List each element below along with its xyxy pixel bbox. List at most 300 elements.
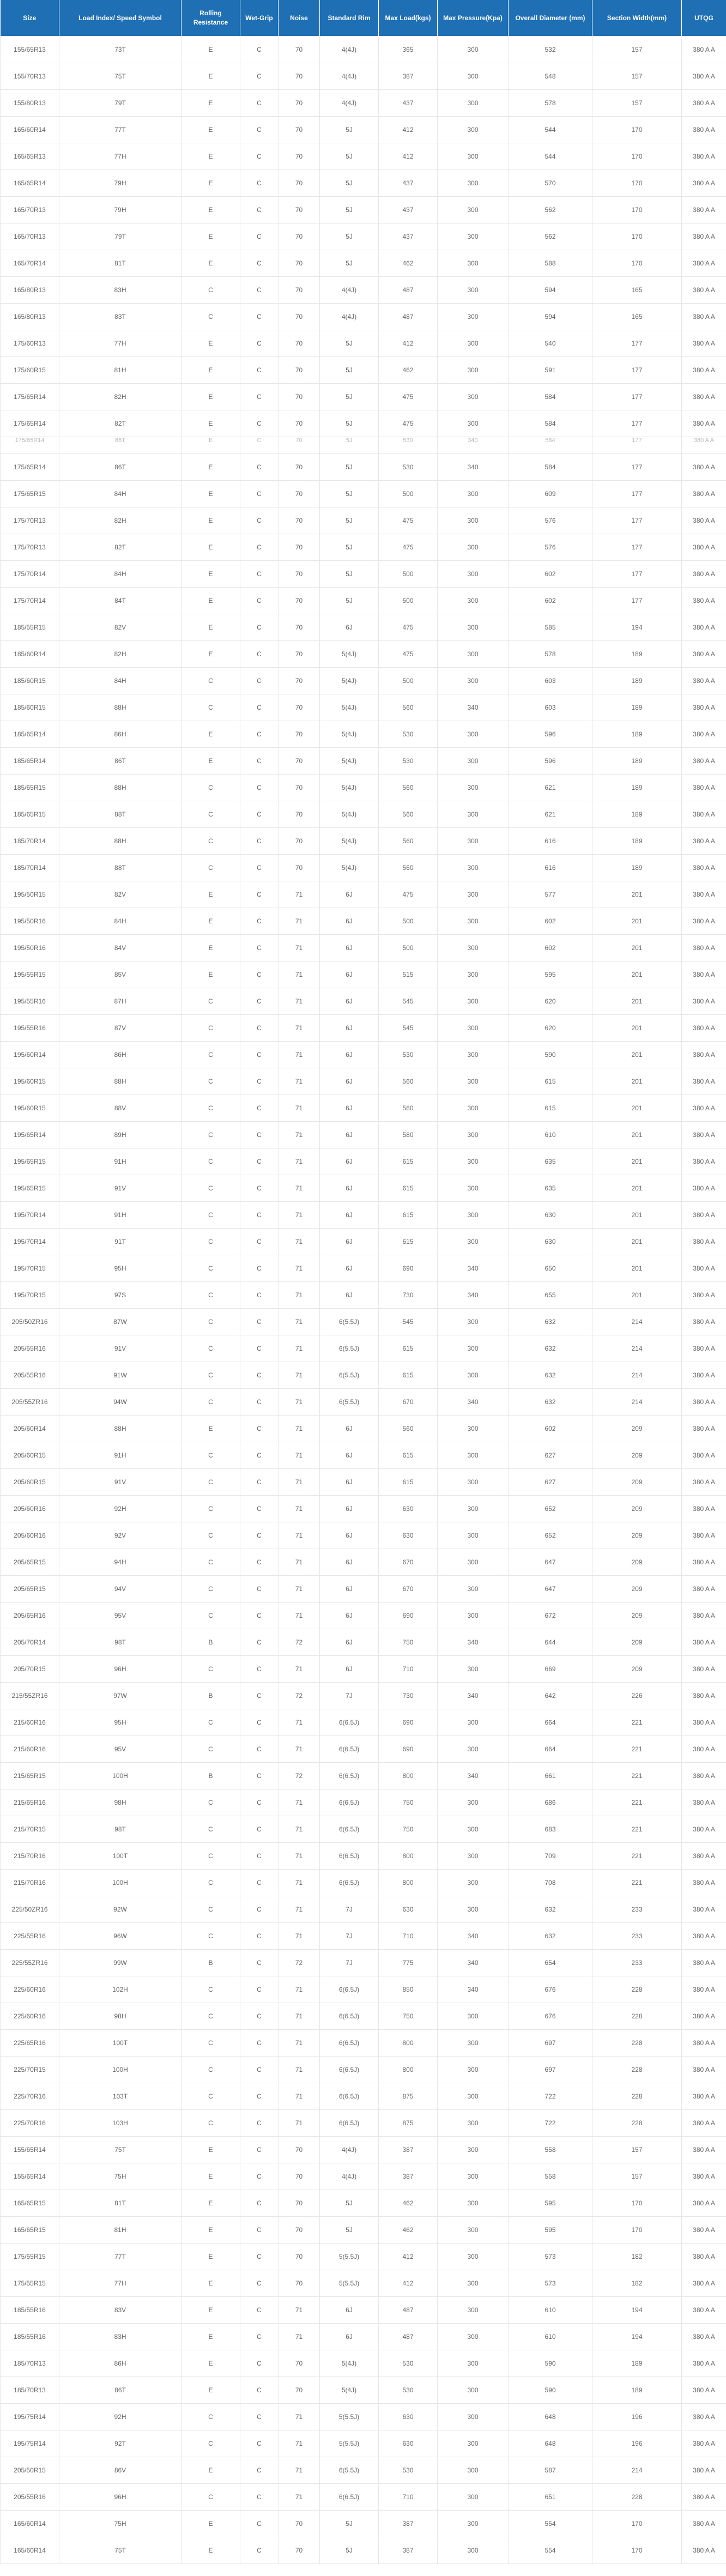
cell-size: 175/65R14 [1,410,59,437]
cell-rolling-resistance: C [182,988,240,1015]
cell-max-load: 800 [379,2030,438,2057]
cell-overall-diameter: 590 [509,1042,592,1068]
table-row [1,748,726,775]
cell-overall-diameter: 669 [509,1656,592,1683]
cell-wet-grip: C [240,1522,279,1549]
cell-noise: 70 [279,250,320,277]
cell-max-load: 630 [379,1496,438,1522]
cell-rolling-resistance: E [182,2324,240,2350]
cell-noise: 70 [279,561,320,588]
cell-utqg: 380 A A [682,2297,726,2324]
cell-wet-grip: C [240,1442,279,1469]
cell-load-speed: 100H [59,2057,182,2083]
cell-utqg: 380 A A [682,2244,726,2270]
cell-standard-rim: 6J [320,1015,379,1042]
cell-utqg: 380 A A [682,1816,726,1843]
cell-noise: 71 [279,1416,320,1442]
cell-overall-diameter: 635 [509,1175,592,1202]
cell-noise: 70 [279,117,320,143]
cell-utqg: 380 A A [682,881,726,908]
table-row [1,2404,726,2430]
table-row [1,2537,726,2564]
cell-wet-grip: C [240,614,279,641]
table-row [1,37,726,63]
cell-overall-diameter: 620 [509,988,592,1015]
cell-wet-grip: C [240,410,279,437]
col-header-noise: Noise [279,0,320,37]
cell-max-load: 560 [379,1095,438,1122]
cell-size: 195/55R15 [1,962,59,988]
cell-rolling-resistance: E [182,330,240,357]
cell-standard-rim: 5(4J) [320,2377,379,2404]
cell-noise: 71 [279,2324,320,2350]
cell-size: 155/65R14 [1,2137,59,2163]
cell-load-speed: 99W [59,1950,182,1976]
cell-max-pressure: 300 [438,668,509,694]
cell-wet-grip: C [240,2003,279,2030]
cell-utqg: 380 A A [682,1175,726,1202]
cell-standard-rim: 6J [320,1549,379,1576]
cell-wet-grip: C [240,828,279,855]
cell-size: 205/70R15 [1,1656,59,1683]
cell-section-width: 228 [592,2110,682,2137]
table-row [1,962,726,988]
table-row [1,721,726,748]
table-row [1,828,726,855]
cell-load-speed: 73T [59,37,182,63]
cell-max-load: 730 [379,1683,438,1709]
cell-size: 165/70R13 [1,197,59,223]
cell-size: 195/70R14 [1,1229,59,1255]
cell-wet-grip: C [240,1870,279,1896]
cell-wet-grip: C [240,1789,279,1816]
cell-noise: 71 [279,1656,320,1683]
cell-max-pressure: 300 [438,277,509,304]
cell-noise: 71 [279,1442,320,1469]
table-row [1,1148,726,1175]
cell-standard-rim: 5J [320,250,379,277]
cell-standard-rim: 6J [320,1255,379,1282]
cell-standard-rim: 6J [320,1416,379,1442]
cell-max-pressure: 300 [438,2297,509,2324]
cell-utqg: 380 A A [682,2537,726,2564]
cell-max-load: 560 [379,855,438,881]
cell-standard-rim: 6J [320,1229,379,1255]
cell-overall-diameter: 652 [509,1522,592,1549]
cell-overall-diameter: 647 [509,1576,592,1603]
cell-load-speed: 77T [59,117,182,143]
table-row [1,614,726,641]
cell-wet-grip: C [240,1148,279,1175]
cell-size: 185/70R14 [1,828,59,855]
cell-wet-grip: C [240,37,279,63]
cell-utqg: 380 A A [682,63,726,90]
cell-noise: 70 [279,694,320,721]
cell-size: 215/70R16 [1,1843,59,1870]
cell-max-pressure: 300 [438,1549,509,1576]
cell-utqg: 380 A A [682,2137,726,2163]
cell-wet-grip: C [240,2270,279,2297]
cell-utqg: 380 A A [682,304,726,330]
cell-noise: 70 [279,2244,320,2270]
cell-rolling-resistance: C [182,1816,240,1843]
cell-rolling-resistance: E [182,588,240,614]
cell-rolling-resistance: C [182,828,240,855]
cell-noise: 71 [279,1976,320,2003]
cell-wet-grip: C [240,1683,279,1709]
cell-utqg: 380 A A [682,1950,726,1976]
cell-wet-grip: C [240,1896,279,1923]
cell-max-pressure: 300 [438,588,509,614]
cell-load-speed: 96W [59,1923,182,1950]
cell-noise: 71 [279,2057,320,2083]
cell-section-width: 189 [592,641,682,668]
cell-noise: 70 [279,721,320,748]
cell-utqg: 380 A A [682,1976,726,2003]
cell-load-speed: 84H [59,561,182,588]
cell-max-load: 560 [379,1416,438,1442]
table-row [1,1068,726,1095]
cell-overall-diameter: 596 [509,721,592,748]
table-row [1,2083,726,2110]
cell-size: 195/75R14 [1,2404,59,2430]
cell-utqg: 380 A A [682,1896,726,1923]
cell-max-pressure: 300 [438,748,509,775]
cell-wet-grip: C [240,1603,279,1629]
table-row [1,1042,726,1068]
cell-load-speed: 86T [59,437,182,454]
cell-max-load: 545 [379,988,438,1015]
cell-rolling-resistance: E [182,2350,240,2377]
cell-standard-rim: 5(4J) [320,641,379,668]
cell-size: 225/65R16 [1,2030,59,2057]
cell-rolling-resistance: C [182,1229,240,1255]
cell-noise: 70 [279,2270,320,2297]
cell-rolling-resistance: C [182,694,240,721]
cell-standard-rim: 4(4J) [320,37,379,63]
cell-noise: 70 [279,357,320,384]
cell-section-width: 228 [592,2484,682,2511]
cell-load-speed: 92H [59,2404,182,2430]
cell-size: 205/55ZR16 [1,1389,59,1416]
table-row [1,1736,726,1763]
cell-size: 205/60R14 [1,1416,59,1442]
cell-utqg: 380 A A [682,2484,726,2511]
cell-max-pressure: 340 [438,454,509,481]
cell-overall-diameter: 664 [509,1709,592,1736]
cell-load-speed: 87H [59,988,182,1015]
cell-max-pressure: 300 [438,1068,509,1095]
cell-size: 205/55R16 [1,1335,59,1362]
cell-max-pressure: 300 [438,1095,509,1122]
cell-rolling-resistance: E [182,534,240,561]
cell-utqg: 380 A A [682,2030,726,2057]
table-row [1,2190,726,2217]
cell-section-width: 228 [592,2083,682,2110]
cell-load-speed: 81T [59,2190,182,2217]
cell-standard-rim: 5(4J) [320,748,379,775]
table-row [1,1549,726,1576]
cell-wet-grip: C [240,2377,279,2404]
cell-section-width: 177 [592,454,682,481]
cell-rolling-resistance: C [182,1442,240,1469]
cell-standard-rim: 6J [320,1603,379,1629]
cell-rolling-resistance: C [182,1549,240,1576]
cell-overall-diameter: 635 [509,1148,592,1175]
cell-wet-grip: C [240,90,279,117]
cell-load-speed: 84H [59,481,182,507]
cell-size: 175/65R14 [1,384,59,410]
cell-max-pressure: 300 [438,801,509,828]
cell-load-speed: 86V [59,2457,182,2484]
cell-section-width: 157 [592,2163,682,2190]
cell-overall-diameter: 584 [509,454,592,481]
cell-load-speed: 92V [59,1522,182,1549]
cell-overall-diameter: 621 [509,801,592,828]
cell-max-load: 630 [379,2404,438,2430]
cell-wet-grip: C [240,561,279,588]
cell-load-speed: 79T [59,223,182,250]
cell-max-load: 775 [379,1950,438,1976]
cell-max-load: 750 [379,1816,438,1843]
cell-wet-grip: C [240,2484,279,2511]
cell-overall-diameter: 595 [509,962,592,988]
cell-max-pressure: 300 [438,534,509,561]
cell-load-speed: 86T [59,454,182,481]
cell-standard-rim: 6(6.5J) [320,2083,379,2110]
cell-overall-diameter: 595 [509,2190,592,2217]
cell-rolling-resistance: C [182,1923,240,1950]
table-row [1,775,726,801]
cell-overall-diameter: 602 [509,908,592,935]
cell-noise: 71 [279,1389,320,1416]
cell-size: 215/60R16 [1,1736,59,1763]
cell-wet-grip: C [240,775,279,801]
cell-utqg: 380 A A [682,1709,726,1736]
table-row [1,801,726,828]
table-row [1,1950,726,1976]
cell-wet-grip: C [240,1015,279,1042]
cell-load-speed: 77H [59,143,182,170]
cell-standard-rim: 7J [320,1896,379,1923]
cell-size: 175/70R14 [1,561,59,588]
cell-size: 185/55R15 [1,614,59,641]
cell-max-pressure: 300 [438,2537,509,2564]
cell-size: 195/60R15 [1,1068,59,1095]
cell-rolling-resistance: C [182,2110,240,2137]
cell-noise: 71 [279,1870,320,1896]
col-header-max-pressure: Max Pressure(Kpa) [438,0,509,37]
cell-size: 195/60R14 [1,1042,59,1068]
cell-max-load: 387 [379,2511,438,2537]
cell-wet-grip: C [240,935,279,962]
cell-utqg: 380 A A [682,1442,726,1469]
table-row [1,454,726,481]
cell-wet-grip: C [240,481,279,507]
cell-noise: 71 [279,2484,320,2511]
cell-noise: 71 [279,881,320,908]
table-row [1,1282,726,1309]
cell-load-speed: 94W [59,1389,182,1416]
cell-section-width: 177 [592,507,682,534]
cell-max-pressure: 340 [438,1389,509,1416]
table-row [1,1469,726,1496]
cell-wet-grip: C [240,2457,279,2484]
cell-max-load: 437 [379,197,438,223]
cell-section-width: 177 [592,357,682,384]
cell-size: 195/55R16 [1,988,59,1015]
cell-load-speed: 92W [59,1896,182,1923]
cell-section-width: 157 [592,90,682,117]
cell-max-load: 412 [379,330,438,357]
cell-max-pressure: 300 [438,117,509,143]
cell-section-width: 189 [592,855,682,881]
cell-size: 165/70R13 [1,223,59,250]
cell-section-width: 157 [592,37,682,63]
cell-overall-diameter: 632 [509,1923,592,1950]
cell-size: 165/60R14 [1,2537,59,2564]
cell-rolling-resistance: E [182,748,240,775]
cell-utqg: 380 A A [682,2324,726,2350]
cell-noise: 71 [279,1923,320,1950]
cell-max-pressure: 340 [438,1976,509,2003]
cell-rolling-resistance: C [182,2057,240,2083]
cell-load-speed: 82H [59,641,182,668]
cell-rolling-resistance: E [182,2297,240,2324]
cell-load-speed: 79H [59,170,182,197]
cell-noise: 71 [279,1522,320,1549]
cell-max-pressure: 300 [438,1576,509,1603]
cell-rolling-resistance: E [182,143,240,170]
cell-wet-grip: C [240,2030,279,2057]
cell-wet-grip: C [240,748,279,775]
cell-wet-grip: C [240,641,279,668]
table-row [1,384,726,410]
cell-overall-diameter: 584 [509,410,592,437]
cell-max-pressure: 300 [438,197,509,223]
cell-max-pressure: 300 [438,410,509,437]
cell-standard-rim: 5(4J) [320,828,379,855]
cell-wet-grip: C [240,2537,279,2564]
cell-max-load: 615 [379,1469,438,1496]
cell-max-pressure: 300 [438,2163,509,2190]
cell-load-speed: 91V [59,1175,182,1202]
cell-rolling-resistance: E [182,170,240,197]
cell-max-pressure: 300 [438,250,509,277]
table-row [1,330,726,357]
cell-wet-grip: C [240,384,279,410]
cell-noise: 71 [279,1042,320,1068]
cell-utqg: 380 A A [682,641,726,668]
cell-wet-grip: C [240,1816,279,1843]
cell-size: 175/70R13 [1,534,59,561]
cell-standard-rim: 4(4J) [320,63,379,90]
cell-standard-rim: 6(5.5J) [320,1362,379,1389]
cell-rolling-resistance: C [182,1870,240,1896]
cell-rolling-resistance: C [182,2430,240,2457]
cell-utqg: 380 A A [682,1309,726,1335]
cell-utqg: 380 A A [682,614,726,641]
cell-rolling-resistance: C [182,1656,240,1683]
table-row [1,2457,726,2484]
cell-size: 175/60R15 [1,357,59,384]
cell-max-load: 615 [379,1202,438,1229]
cell-noise: 71 [279,1015,320,1042]
cell-utqg: 380 A A [682,962,726,988]
cell-standard-rim: 5(5.5J) [320,2244,379,2270]
cell-utqg: 380 A A [682,748,726,775]
cell-size: 185/65R14 [1,721,59,748]
table-row [1,2110,726,2137]
cell-overall-diameter: 644 [509,1629,592,1656]
cell-rolling-resistance: C [182,1843,240,1870]
cell-max-load: 500 [379,935,438,962]
cell-max-pressure: 300 [438,481,509,507]
table-row [1,1335,726,1362]
cell-standard-rim: 7J [320,1923,379,1950]
cell-standard-rim: 6J [320,1202,379,1229]
cell-standard-rim: 6(6.5J) [320,1843,379,1870]
cell-load-speed: 84H [59,908,182,935]
cell-section-width: 209 [592,1442,682,1469]
table-row [1,2511,726,2537]
cell-noise: 71 [279,1282,320,1309]
cell-utqg: 380 A A [682,801,726,828]
cell-size: 195/55R16 [1,1015,59,1042]
cell-section-width: 214 [592,1389,682,1416]
cell-rolling-resistance: E [182,561,240,588]
cell-section-width: 189 [592,828,682,855]
cell-max-load: 580 [379,1122,438,1148]
cell-wet-grip: C [240,1335,279,1362]
cell-standard-rim: 6(5.5J) [320,1389,379,1416]
cell-standard-rim: 6J [320,935,379,962]
cell-section-width: 189 [592,775,682,801]
cell-rolling-resistance: E [182,410,240,437]
table-row [1,2484,726,2511]
cell-load-speed: 95H [59,1709,182,1736]
cell-size: 185/60R14 [1,641,59,668]
cell-size: 195/75R14 [1,2430,59,2457]
cell-utqg: 380 A A [682,1042,726,1068]
cell-standard-rim: 6J [320,614,379,641]
cell-section-width: 221 [592,1870,682,1896]
cell-load-speed: 98H [59,1789,182,1816]
cell-rolling-resistance: E [182,197,240,223]
cell-load-speed: 88H [59,828,182,855]
cell-max-load: 560 [379,828,438,855]
cell-rolling-resistance: C [182,668,240,694]
cell-load-speed: 82T [59,410,182,437]
cell-size: 225/60R16 [1,1976,59,2003]
col-header-load-speed: Load Index/ Speed Symbol [59,0,182,37]
cell-size: 205/55R16 [1,2484,59,2511]
table-row [1,1122,726,1148]
cell-rolling-resistance: C [182,1309,240,1335]
cell-size: 175/55R15 [1,2244,59,2270]
cell-noise: 71 [279,2430,320,2457]
table-row [1,1202,726,1229]
cell-max-pressure: 300 [438,1148,509,1175]
cell-max-load: 487 [379,304,438,330]
cell-rolling-resistance: C [182,855,240,881]
cell-wet-grip: C [240,2217,279,2244]
cell-load-speed: 97W [59,1683,182,1709]
cell-overall-diameter: 647 [509,1549,592,1576]
cell-section-width: 201 [592,1202,682,1229]
cell-utqg: 380 A A [682,1629,726,1656]
cell-max-load: 530 [379,748,438,775]
